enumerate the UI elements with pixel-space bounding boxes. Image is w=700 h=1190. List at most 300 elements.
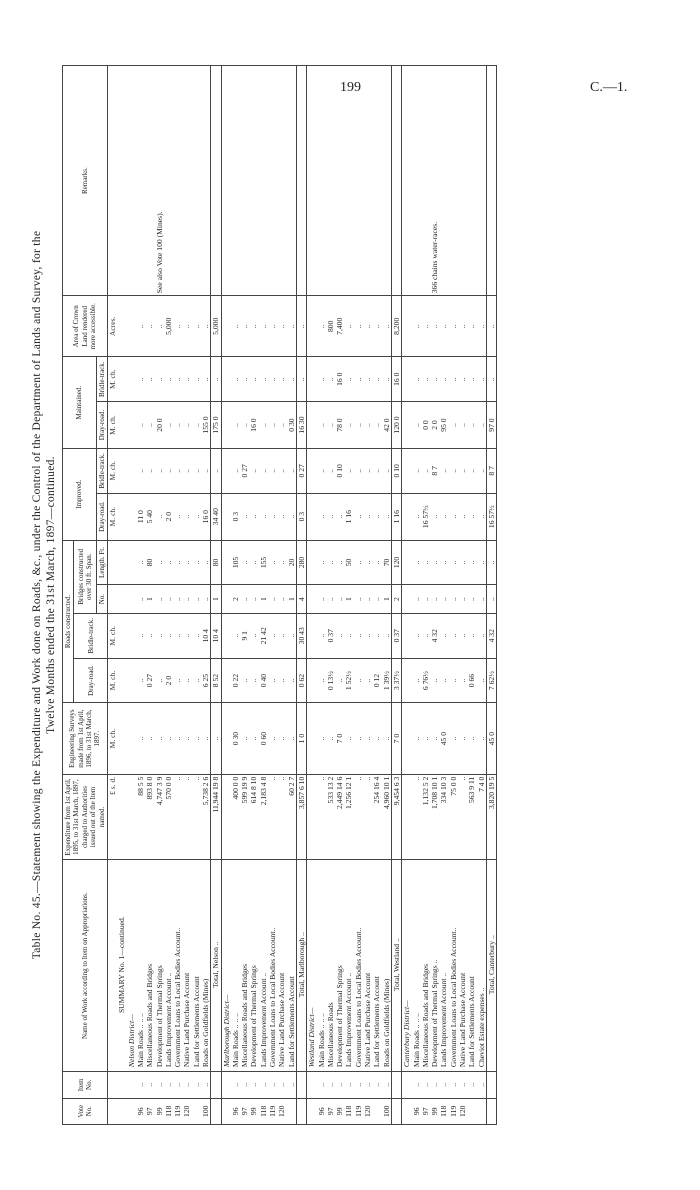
district-row [307, 66, 317, 1125]
cell-vote: 96 [231, 1098, 240, 1124]
header-improved-bridle: Bridle-track. [96, 448, 107, 493]
cell-mb: .. [326, 357, 335, 402]
cell-eng [117, 703, 126, 774]
cell-rb: .. [449, 613, 458, 658]
cell-rd: .. [430, 658, 439, 703]
cell-md [307, 402, 317, 449]
total-row [391, 66, 401, 1125]
cell-no: .. [268, 585, 277, 614]
cell-item: .. [344, 1072, 353, 1098]
cell-rb: .. [382, 613, 392, 658]
cell-rb: .. [335, 613, 344, 658]
cell-name [108, 860, 118, 1072]
cell-ib: .. [145, 448, 154, 493]
cell-len: 155 [259, 540, 268, 585]
cell-name: Total, Canterbury .. [486, 860, 496, 1072]
cell-id: 0 3 [231, 493, 240, 540]
cell-area: .. [412, 296, 421, 357]
cell-rd: 7 62½ [486, 658, 496, 703]
cell-md: .. [145, 402, 154, 449]
cell-area: .. [296, 296, 306, 357]
cell-mb: .. [277, 357, 286, 402]
cell-md [402, 402, 412, 449]
cell-rb: .. [439, 613, 448, 658]
cell-exp: 75 0 0 [449, 774, 458, 860]
cell-len [307, 540, 317, 585]
cell-mb: .. [372, 357, 381, 402]
cell-rb: .. [277, 613, 286, 658]
cell-name: Total, Marlborough .. [296, 860, 306, 1072]
table-row [449, 66, 458, 1125]
header-bridge-no: No. [96, 585, 107, 614]
cell-len: .. [192, 540, 201, 585]
cell-eng: .. [449, 703, 458, 774]
cell-rd: .. [354, 658, 363, 703]
cell-md: .. [467, 402, 476, 449]
cell-name: Main Roads .. .. .. [412, 860, 421, 1072]
cell-eng: 45 0 [439, 703, 448, 774]
cell-item: .. [412, 1072, 421, 1098]
cell-no: .. [363, 585, 372, 614]
cell-name: Lands Improvement Account .. [164, 860, 173, 1072]
cell-item: .. [201, 1072, 211, 1098]
cell-exp: 3,857 6 10 [296, 774, 306, 860]
cell-mb: .. [136, 357, 145, 402]
cell-vote: 96 [317, 1098, 326, 1124]
roads-expenditure-table [62, 65, 497, 1125]
cell-id: .. [477, 493, 487, 540]
cell-exp: 9,454 6 3 [391, 774, 401, 860]
cell-rem [268, 66, 277, 296]
cell-area: .. [363, 296, 372, 357]
table-title [30, 60, 58, 1130]
cell-mb: .. [439, 357, 448, 402]
cell-rd: 0 12 [372, 658, 381, 703]
cell-rd: .. [458, 658, 467, 703]
cell-id: .. [268, 493, 277, 540]
cell-area: 7,400 [335, 296, 344, 357]
cell-area: .. [344, 296, 353, 357]
total-row [296, 66, 306, 1125]
cell-no: 2 [391, 585, 401, 614]
table-row [317, 66, 326, 1125]
cell-vote: 120 [363, 1098, 372, 1124]
cell-rem [467, 66, 476, 296]
cell-name: Westland District— [307, 860, 317, 1072]
cell-rb: 0 37 [391, 613, 401, 658]
cell-ib [307, 448, 317, 493]
cell-no: .. [372, 585, 381, 614]
cell-mb: .. [412, 357, 421, 402]
cell-name: Miscellaneous Roads and Bridges [421, 860, 430, 1072]
cell-item: .. [430, 1072, 439, 1098]
cell-exp: .. [458, 774, 467, 860]
cell-eng: .. [317, 703, 326, 774]
cell-name: Native Land Purchase Account [277, 860, 286, 1072]
table-row [108, 66, 118, 1125]
cell-area: .. [382, 296, 392, 357]
cell-rb: 30 43 [296, 613, 306, 658]
cell-no: .. [477, 585, 487, 614]
cell-rem [173, 66, 182, 296]
table-row [268, 66, 277, 1125]
table-row [287, 66, 297, 1125]
cell-md [221, 402, 231, 449]
cell-eng: .. [382, 703, 392, 774]
cell-len: 80 [211, 540, 221, 585]
cell-md: .. [354, 402, 363, 449]
cell-name: Development of Thermal Springs [155, 860, 164, 1072]
cell-name: Total, Westland .. [391, 860, 401, 1072]
cell-rd: M. ch. [108, 658, 118, 703]
cell-rem [412, 66, 421, 296]
cell-md: .. [326, 402, 335, 449]
cell-rem [201, 66, 211, 296]
cell-area: .. [259, 296, 268, 357]
cell-eng [402, 703, 412, 774]
cell-vote: 119 [173, 1098, 182, 1124]
cell-len: .. [155, 540, 164, 585]
cell-rem [277, 66, 286, 296]
cell-id: 2 0 [164, 493, 173, 540]
cell-id [402, 493, 412, 540]
cell-exp: 88 5 5 [136, 774, 145, 860]
cell-mb: .. [344, 357, 353, 402]
table-row [192, 66, 201, 1125]
cell-len: .. [449, 540, 458, 585]
cell-name: Lands Improvement Account .. [259, 860, 268, 1072]
table-row [382, 66, 392, 1125]
cell-exp: .. [412, 774, 421, 860]
cell-vote [486, 1098, 496, 1124]
cell-id: 1 16 [391, 493, 401, 540]
cell-id: .. [287, 493, 297, 540]
cell-name: Main Roads .. .. .. [231, 860, 240, 1072]
cell-rb [117, 613, 126, 658]
cell-mb: 16 0 [391, 357, 401, 402]
table-row [201, 66, 211, 1125]
table-row [344, 66, 353, 1125]
cell-rd: 3 37½ [391, 658, 401, 703]
cell-rb: .. [421, 613, 430, 658]
cell-item: .. [136, 1072, 145, 1098]
cell-name: Native Land Purchase Account [458, 860, 467, 1072]
cell-rem [486, 66, 496, 296]
cell-eng: .. [344, 703, 353, 774]
cell-no [402, 585, 412, 614]
cell-md: 95 0 [439, 402, 448, 449]
cell-rem [136, 66, 145, 296]
cell-vote: 99 [430, 1098, 439, 1124]
cell-ib: .. [164, 448, 173, 493]
cell-ib: .. [372, 448, 381, 493]
cell-vote [192, 1098, 201, 1124]
cell-exp: 1,708 10 1 [430, 774, 439, 860]
cell-eng: 0 30 [231, 703, 240, 774]
cell-no: 1 [145, 585, 154, 614]
cell-vote [372, 1098, 381, 1124]
cell-rem [402, 66, 412, 296]
header-expenditure: Expenditure from 1st April, 1895, to 31st March, 1897, charged to Authorities issued out of the Item named. [63, 774, 108, 860]
cell-name: Cheviot Estate expenses .. [477, 860, 487, 1072]
table-row [173, 66, 182, 1125]
cell-md: 2 0 [430, 402, 439, 449]
cell-id: .. [449, 493, 458, 540]
cell-rem: See also Vote 100 (Mines). [155, 66, 164, 296]
cell-rb: 9 1 [240, 613, 249, 658]
cell-len: .. [201, 540, 211, 585]
cell-id: .. [240, 493, 249, 540]
cell-md: .. [372, 402, 381, 449]
cell-rem [439, 66, 448, 296]
cell-eng: .. [467, 703, 476, 774]
cell-rd: 1 39½ [382, 658, 392, 703]
cell-id: .. [363, 493, 372, 540]
cell-md: .. [477, 402, 487, 449]
cell-len: .. [412, 540, 421, 585]
cell-area: .. [136, 296, 145, 357]
page-code: C.—1. [590, 80, 628, 95]
cell-ib: .. [382, 448, 392, 493]
cell-item [296, 1072, 306, 1098]
cell-name: Miscellaneous Roads and Bridges [145, 860, 154, 1072]
cell-ib: .. [155, 448, 164, 493]
cell-exp [221, 774, 231, 860]
cell-ib: .. [211, 448, 221, 493]
cell-len: .. [326, 540, 335, 585]
cell-area: .. [182, 296, 191, 357]
cell-vote: 97 [145, 1098, 154, 1124]
cell-rd: 0 40 [259, 658, 268, 703]
cell-rem [259, 66, 268, 296]
cell-md: 175 0 [211, 402, 221, 449]
cell-item: .. [449, 1072, 458, 1098]
cell-id: 0 3 [296, 493, 306, 540]
cell-rd: 6 25 [201, 658, 211, 703]
cell-vote: 119 [268, 1098, 277, 1124]
cell-mb: .. [467, 357, 476, 402]
cell-item: .. [155, 1072, 164, 1098]
cell-name: Canterbury District— [402, 860, 412, 1072]
cell-vote: 99 [155, 1098, 164, 1124]
cell-md: 0 30 [287, 402, 297, 449]
cell-exp: .. [268, 774, 277, 860]
cell-eng: .. [363, 703, 372, 774]
cell-item [117, 1072, 126, 1098]
header-item: Item No. [63, 1072, 108, 1098]
cell-mb: .. [382, 357, 392, 402]
cell-rd: .. [477, 658, 487, 703]
cell-md: .. [259, 402, 268, 449]
cell-no: .. [458, 585, 467, 614]
cell-vote: 118 [164, 1098, 173, 1124]
cell-area: .. [430, 296, 439, 357]
cell-exp: .. [363, 774, 372, 860]
header-remarks: Remarks. [63, 66, 108, 296]
table-row [430, 66, 439, 1125]
cell-area: .. [231, 296, 240, 357]
cell-exp: .. [173, 774, 182, 860]
cell-len: 105 [231, 540, 240, 585]
cell-len: 20 [287, 540, 297, 585]
cell-rb: .. [467, 613, 476, 658]
cell-rb [307, 613, 317, 658]
cell-id: .. [173, 493, 182, 540]
cell-no: .. [192, 585, 201, 614]
cell-mb: .. [231, 357, 240, 402]
cell-ib: .. [449, 448, 458, 493]
cell-rem [449, 66, 458, 296]
cell-rem [458, 66, 467, 296]
cell-len: 280 [296, 540, 306, 585]
cell-rd: 0 62 [296, 658, 306, 703]
cell-vote: 99 [335, 1098, 344, 1124]
cell-name: Miscellaneous Roads [326, 860, 335, 1072]
cell-name: Development of Thermal Springs [335, 860, 344, 1072]
cell-eng [127, 703, 136, 774]
cell-exp: 4,960 10 1 [382, 774, 392, 860]
table-row [136, 66, 145, 1125]
cell-md: .. [136, 402, 145, 449]
cell-name: SUMMARY No. 1—continued. [117, 860, 126, 1072]
cell-id [127, 493, 136, 540]
cell-name: Land for Settlements Account [192, 860, 201, 1072]
cell-md: 16 30 [296, 402, 306, 449]
cell-mb: .. [354, 357, 363, 402]
cell-md [117, 402, 126, 449]
cell-eng: .. [412, 703, 421, 774]
cell-mb: .. [449, 357, 458, 402]
cell-rem: 366 chains water-races. [430, 66, 439, 296]
cell-eng: .. [211, 703, 221, 774]
cell-ib [221, 448, 231, 493]
cell-id [221, 493, 231, 540]
cell-exp: 11,944 19 8 [211, 774, 221, 860]
cell-rd: .. [240, 658, 249, 703]
cell-mb: .. [363, 357, 372, 402]
cell-rem [231, 66, 240, 296]
cell-eng: .. [372, 703, 381, 774]
cell-name: Land for Settlements Account [467, 860, 476, 1072]
cell-rb: .. [268, 613, 277, 658]
cell-ib: .. [249, 448, 258, 493]
cell-exp: 570 0 0 [164, 774, 173, 860]
cell-vote: 120 [458, 1098, 467, 1124]
cell-rem [326, 66, 335, 296]
cell-vote [127, 1098, 136, 1124]
cell-rd: .. [155, 658, 164, 703]
cell-len: .. [268, 540, 277, 585]
cell-id: .. [412, 493, 421, 540]
cell-rd: .. [439, 658, 448, 703]
cell-item: .. [477, 1072, 487, 1098]
cell-area: 800 [326, 296, 335, 357]
cell-len [402, 540, 412, 585]
cell-id: 16 0 [201, 493, 211, 540]
cell-no: .. [240, 585, 249, 614]
cell-md: .. [231, 402, 240, 449]
cell-rem [307, 66, 317, 296]
cell-area: .. [449, 296, 458, 357]
cell-len [117, 540, 126, 585]
cell-vote: 118 [344, 1098, 353, 1124]
cell-eng: .. [173, 703, 182, 774]
cell-len: .. [467, 540, 476, 585]
cell-id: .. [467, 493, 476, 540]
cell-area: .. [354, 296, 363, 357]
cell-vote: 118 [439, 1098, 448, 1124]
cell-item: .. [287, 1072, 297, 1098]
cell-rem [192, 66, 201, 296]
cell-exp: 2,183 4 8 [259, 774, 268, 860]
cell-exp: 3,820 19 5 [486, 774, 496, 860]
header-engineering: Engineering Surveys made from 1st April, 1896, to 31st March, 1897. [63, 703, 108, 774]
table-row [117, 66, 126, 1125]
cell-exp: 60 2 7 [287, 774, 297, 860]
cell-ib [127, 448, 136, 493]
cell-vote [467, 1098, 476, 1124]
cell-rd [307, 658, 317, 703]
cell-rb: 10 4 [201, 613, 211, 658]
cell-md [127, 402, 136, 449]
cell-rd: 6 76½ [421, 658, 430, 703]
cell-no: .. [173, 585, 182, 614]
cell-rd: .. [249, 658, 258, 703]
cell-rem [182, 66, 191, 296]
cell-rd [221, 658, 231, 703]
cell-exp: .. [192, 774, 201, 860]
cell-mb: 16 0 [335, 357, 344, 402]
table-row [372, 66, 381, 1125]
cell-mb: .. [458, 357, 467, 402]
cell-id: .. [430, 493, 439, 540]
cell-item: .. [182, 1072, 191, 1098]
cell-len [127, 540, 136, 585]
cell-len: 50 [344, 540, 353, 585]
cell-rb: 21 42 [259, 613, 268, 658]
cell-id: .. [335, 493, 344, 540]
table-row [354, 66, 363, 1125]
cell-mb: .. [164, 357, 173, 402]
cell-no: .. [277, 585, 286, 614]
cell-vote [211, 1098, 221, 1124]
cell-rd: .. [192, 658, 201, 703]
cell-exp [127, 774, 136, 860]
cell-mb: .. [240, 357, 249, 402]
cell-md: 20 0 [155, 402, 164, 449]
cell-item [486, 1072, 496, 1098]
cell-area: .. [467, 296, 476, 357]
cell-item: .. [363, 1072, 372, 1098]
cell-rb: .. [231, 613, 240, 658]
cell-ib: .. [201, 448, 211, 493]
cell-ib: .. [173, 448, 182, 493]
cell-item: .. [458, 1072, 467, 1098]
cell-item: .. [192, 1072, 201, 1098]
cell-rem [164, 66, 173, 296]
cell-no: 4 [296, 585, 306, 614]
cell-name: Lands Improvement Account .. [439, 860, 448, 1072]
cell-mb: .. [296, 357, 306, 402]
cell-eng: .. [249, 703, 258, 774]
cell-eng: .. [192, 703, 201, 774]
cell-exp: .. [182, 774, 191, 860]
cell-area: .. [192, 296, 201, 357]
header-bridges: Bridges constructed over 30 ft. Span. [74, 540, 96, 613]
cell-id: .. [439, 493, 448, 540]
cell-exp: 254 16 4 [372, 774, 381, 860]
cell-id: .. [382, 493, 392, 540]
